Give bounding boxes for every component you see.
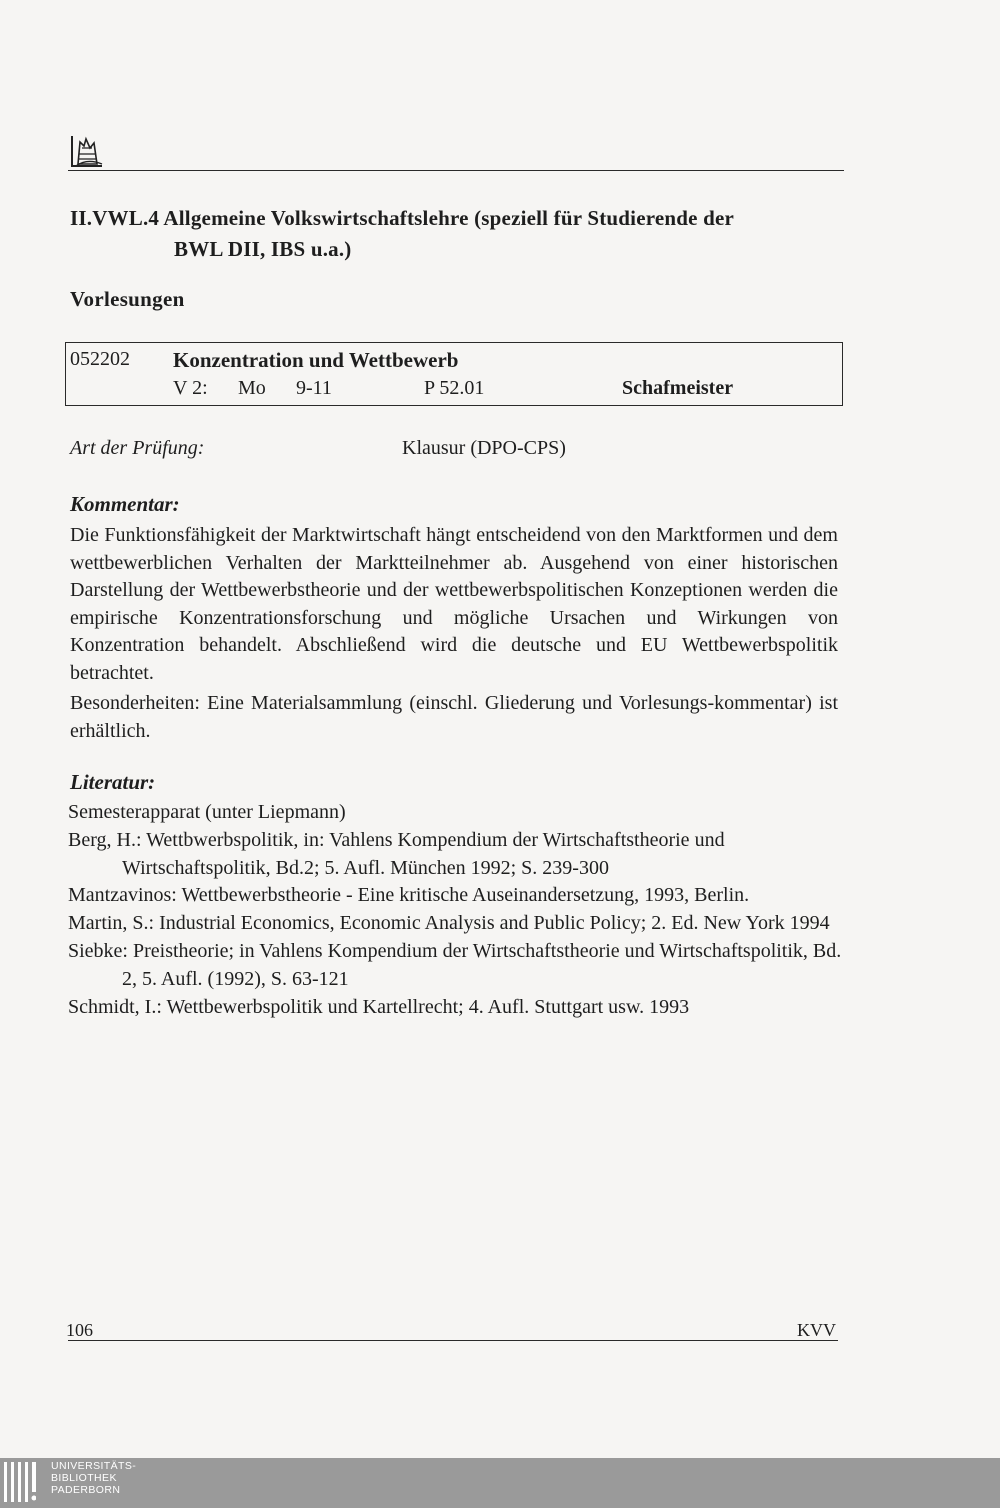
course-number: 052202 [70,348,130,370]
library-name-line2: BIBLIOTHEK [51,1472,117,1484]
course-type: V 2: [173,377,208,399]
course-day: Mo [238,377,266,399]
literature-item: Mantzavinos: Wettbewerbstheorie - Eine kritische Auseinandersetzung, 1993, Berlin. [68,884,750,907]
footer-label: KVV [797,1320,836,1340]
literature-item: Semesterapparat (unter Liepmann) [68,801,346,823]
course-room: P 52.01 [424,377,485,399]
lectures-heading: Vorlesungen [70,287,185,311]
page-number: 106 [66,1320,93,1340]
section-title-line2: BWL DII, IBS u.a.) [174,237,352,261]
library-name [51,1460,136,1496]
exam-value: Klausur (DPO-CPS) [402,437,566,459]
section-title-line1: II.VWL.4 Allgemeine Volkswirtschaftslehre (speziell für Studierende der [70,206,735,230]
literature-item: Martin, S.: Industrial Economics, Economic Analysis and Public Policy; 2. Ed. New York 1994 [68,912,830,935]
course-title: Konzentration und Wettbewerb [173,348,459,372]
special-notes-text: Besonderheiten: Eine Materialsammlung (einschl. Gliederung und Vorlesungs-kommentar) ist erhältlich. [70,692,838,742]
header-rule [68,170,844,171]
book-ship-emblem-icon [70,134,104,168]
literature-item: Schmidt, I.: Wettbewerbspolitik und Kartellrecht; 4. Aufl. Stuttgart usw. 1993 [68,995,690,1018]
exam-label: Art der Prüfung: [70,437,205,459]
comment-text: Die Funktionsfähigkeit der Marktwirtschaft hängt entscheidend von den Marktformen und dem wettbewerblichen Verhalten der Marktteilnehmer ab. Ausgehend von einer historischen Darstellung der Wettbewerbstheorie und der wettbewerbspolitischen Konzeptionen werden die empirische Konzentrationsforschung und mögliche Ursachen und Wirkungen von Konzentration behandelt. Abschließend wird die deutsche und EU Wettbewerbspolitik betrachtet. [70,524,838,684]
comment-heading: Kommentar: [70,492,180,516]
footer-rule [68,1340,838,1341]
course-time: 9-11 [296,377,332,399]
library-name-line1: UNIVERSITÄTS- [51,1460,137,1472]
course-box [65,342,843,406]
literature-item: Berg, H.: Wettbwerbspolitik, in: Vahlens Kompendium der Wirtschaftstheorie und Wirtschaftspolitik, Bd.2; 5. Aufl. München 1992; S. 239-300 [68,828,725,879]
literature-item: Siebke: Preistheorie; in Vahlens Kompendium der Wirtschaftstheorie und Wirtschaftspolitik, Bd. 2, 5. Aufl. (1992), S. 63-121 [68,939,842,990]
literature-heading: Literatur: [70,770,156,794]
literature-list [68,799,848,1021]
section-title [70,203,734,265]
library-banner [0,1458,1000,1508]
library-bars-logo-icon [4,1462,36,1502]
course-lecturer: Schafmeister [622,377,734,399]
library-name-line3: PADERBORN [51,1484,121,1496]
